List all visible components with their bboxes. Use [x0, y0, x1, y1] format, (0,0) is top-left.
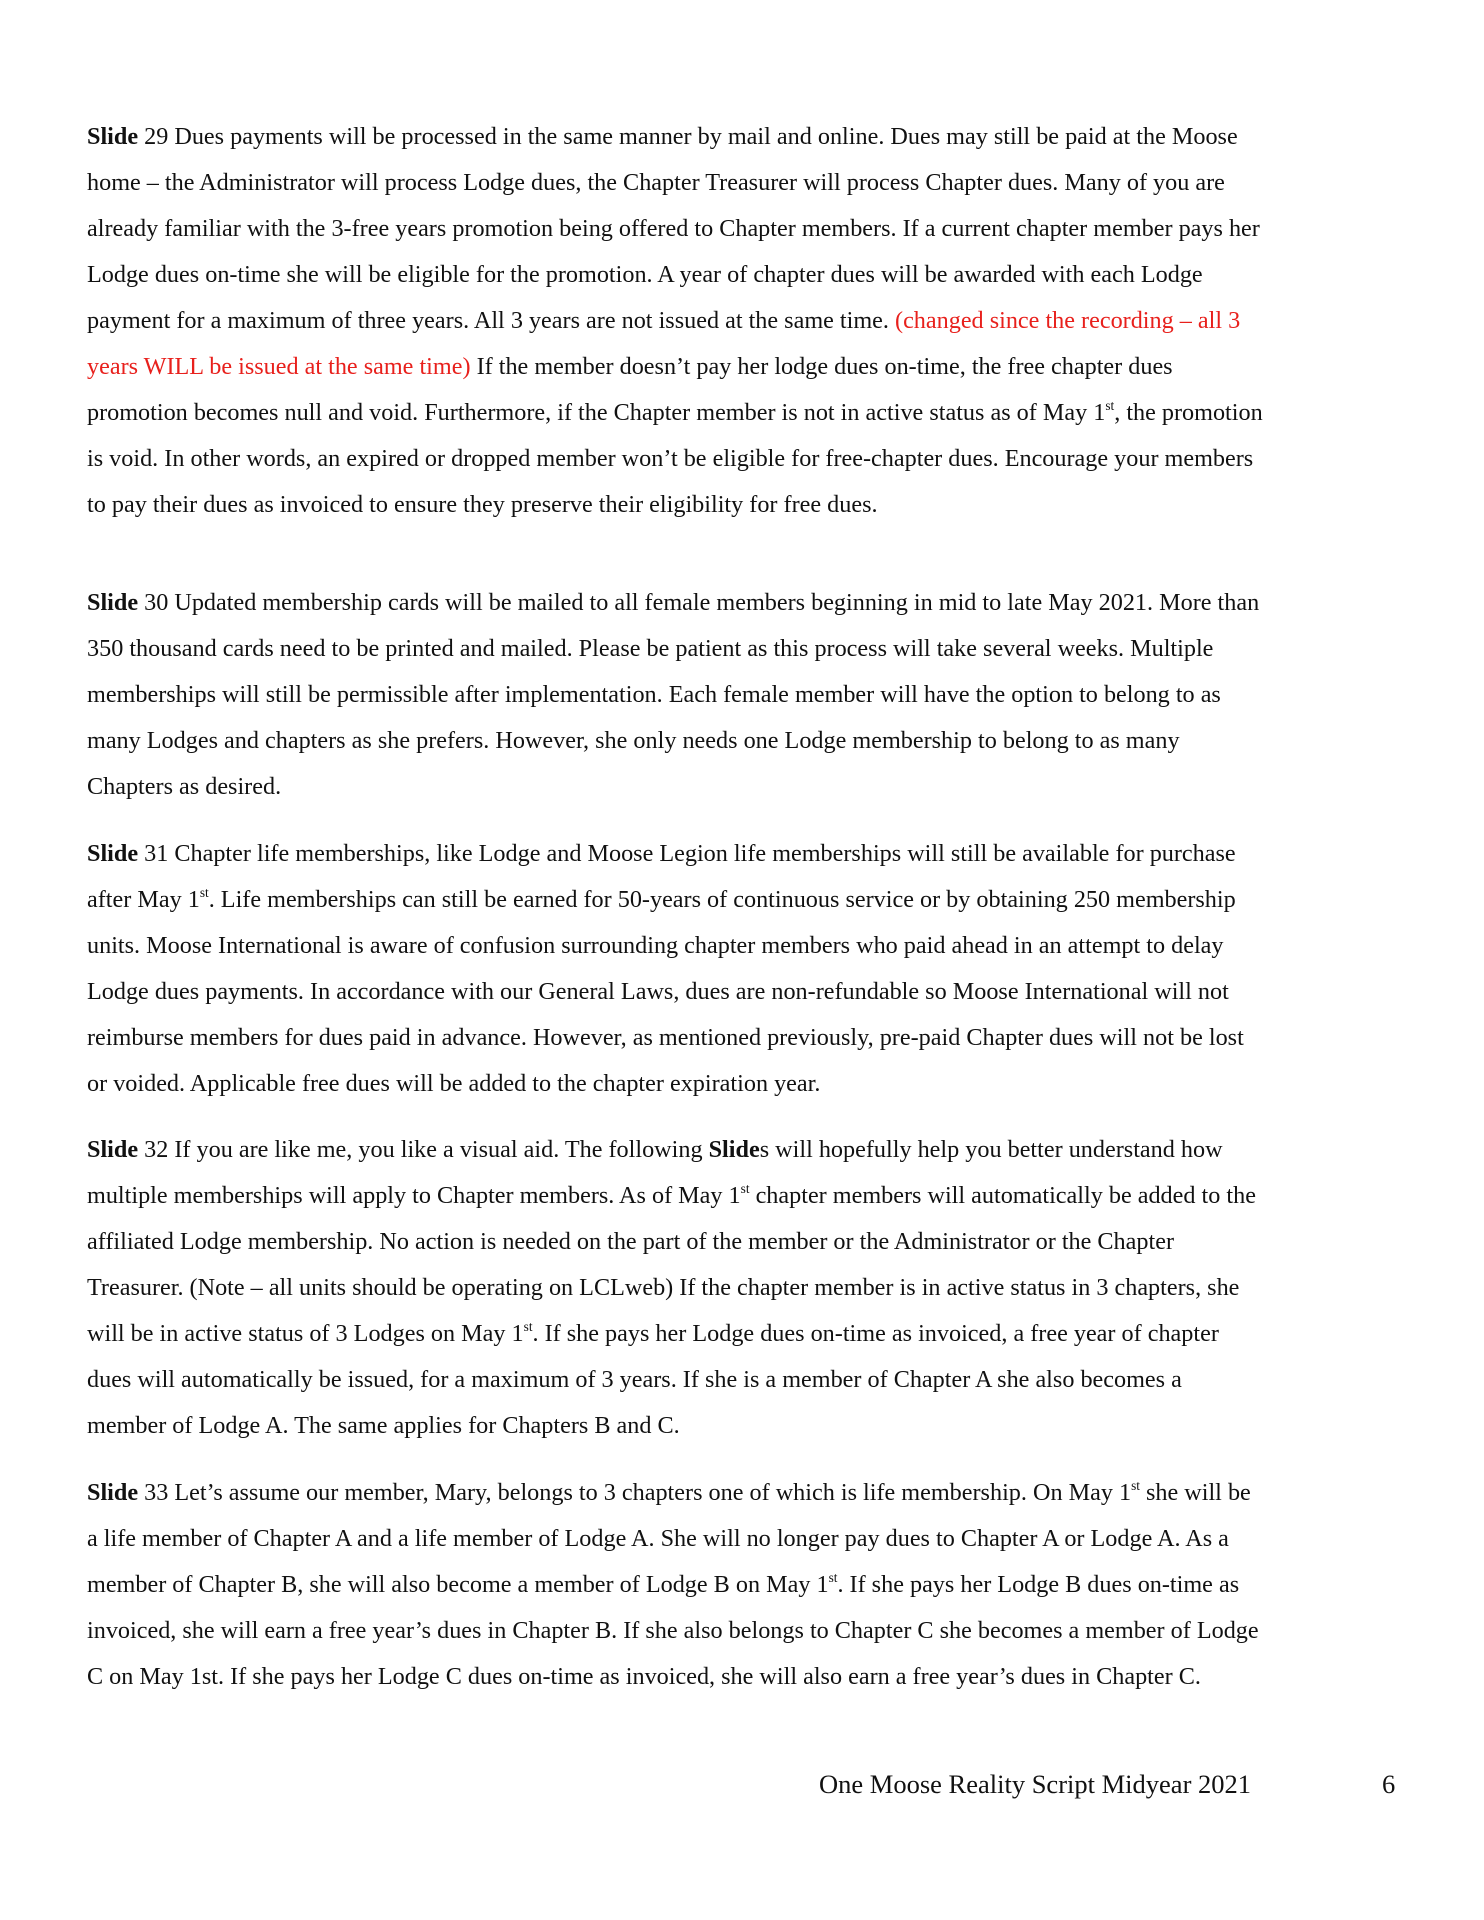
slide-number: 30 — [138, 589, 175, 616]
page-number: 6 — [1382, 1769, 1396, 1799]
footer-title: One Moose Reality Script Midyear 2021 — [819, 1769, 1252, 1799]
paragraph-slide-32: Slide 32 If you are like me, you like a visual aid. The following Slides will hopefully help you better understand how multiple memberships will apply to Chapter members. As of May 1st chapter members will automatically be added to the affiliated Lodge membership. No action is needed on the part of the member or the Administrator or the Chapter Treasurer. (Note – all units should be operating on LCLweb) If the chapter member is in active status in 3 chapters, she will be in active status of 3 Lodges on May 1st. If she pays her Lodge dues on-time as invoiced, a free year of chapter dues will automatically be issued, for a maximum of 3 years. If she is a member of Chapter A she also becomes a member of Lodge A. The same applies for Chapters B and C. — [87, 1136, 1256, 1439]
page-footer — [0, 1764, 1484, 1804]
paragraph-slide-31: Slide 31 Chapter life memberships, like Lodge and Moose Legion life memberships will still be available for purchase after May 1st. Life memberships can still be earned for 50-years of continuous service or by obtaining 250 membership units. Moose International is aware of confusion surrounding chapter members who paid ahead in an attempt to delay Lodge dues payments. In accordance with our General Laws, dues are non-refundable so Moose International will not reimburse members for dues paid in advance. However, as mentioned previously, pre-paid Chapter dues will not be lost or voided. Applicable free dues will be added to the chapter expiration year. — [87, 840, 1244, 1097]
red-note: years WILL be issued at the same time) — [87, 353, 471, 380]
slide-number: 32 — [138, 1136, 175, 1163]
slide-number: 31 — [138, 840, 175, 867]
slide-label: Slide — [87, 1136, 139, 1163]
slide-number: 33 — [138, 1479, 175, 1506]
paragraph-slide-29: Slide 29 Dues payments will be processed in the same manner by mail and online. Dues may still be paid at the Moose home – the Administrator will process Lodge dues, the Chapter Treasurer will process Chapter dues. Many of you are already familiar with the 3-free years promotion being offered to Chapter members. If a current chapter member pays her Lodge dues on-time she will be eligible for the promotion. A year of chapter dues will be awarded with each Lodge payment for a maximum of three years. All 3 years are not issued at the same time. (changed since the recording – all 3 years WILL be issued at the same time) If the member doesn’t pay her lodge dues on-time, the free chapter dues promotion becomes null and void. Furthermore, if the Chapter member is not in active status as of May 1st, the promotion is void. In other words, an expired or dropped member won’t be eligible for free-chapter dues. Encourage your members to pay their dues as invoiced to ensure they preserve their eligibility for free dues. — [87, 123, 1263, 518]
red-note: (changed since the recording – all 3 — [895, 307, 1241, 334]
slide-label: Slide — [87, 840, 139, 867]
paragraph-slide-30: Slide 30 Updated membership cards will be mailed to all female members beginning in mid to late May 2021. More than 350 thousand cards need to be printed and mailed. Please be patient as this process will take several weeks. Multiple memberships will still be permissible after implementation. Each female member will have the option to belong to as many Lodges and chapters as she prefers. However, she only needs one Lodge membership to belong to as many Chapters as desired. — [87, 589, 1260, 800]
slide-label: Slide — [87, 1479, 139, 1506]
slide-label: Slide — [87, 123, 139, 150]
slide-number: 29 — [138, 123, 175, 150]
paragraph-slide-33: Slide 33 Let’s assume our member, Mary, belongs to 3 chapters one of which is life membership. On May 1st she will be a life member of Chapter A and a life member of Lodge A. She will no longer pay dues to Chapter A or Lodge A. As a member of Chapter B, she will also become a member of Lodge B on May 1st. If she pays her Lodge B dues on-time as invoiced, she will earn a free year’s dues in Chapter B. If she also belongs to Chapter C she becomes a member of Lodge C on May 1st. If she pays her Lodge C dues on-time as invoiced, she will also earn a free year’s dues in Chapter C. — [87, 1478, 1259, 1690]
slide-label: Slide — [87, 589, 139, 616]
